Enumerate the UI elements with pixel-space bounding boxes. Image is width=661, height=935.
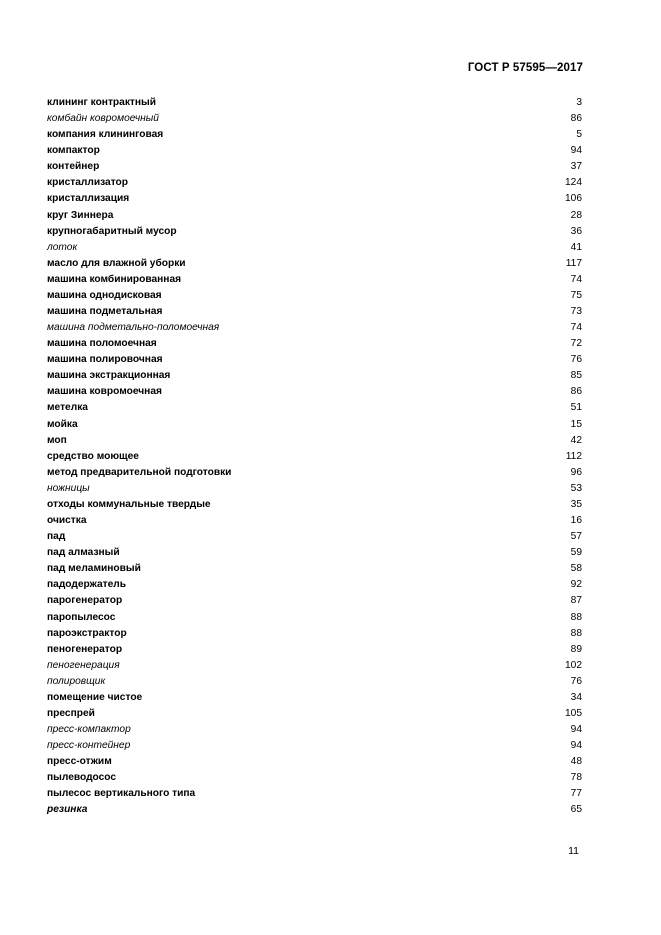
index-page-ref: 87 — [570, 595, 582, 607]
index-term: пресс-компактор — [47, 724, 131, 736]
index-entry — [47, 208, 582, 224]
index-entry — [47, 272, 582, 288]
index-page-ref: 15 — [570, 418, 582, 430]
index-page-ref: 78 — [570, 772, 582, 784]
index-term: крупногабаритный мусор — [47, 225, 177, 237]
index-term: контейнер — [47, 161, 100, 173]
index-entry — [47, 304, 582, 320]
index-term: пеногенерация — [47, 659, 120, 671]
index-entry — [47, 256, 582, 272]
index-page-ref: 85 — [570, 370, 582, 382]
index-page-ref: 86 — [570, 386, 582, 398]
index-entry — [47, 738, 582, 754]
index-term: метелка — [47, 402, 88, 414]
alphabetical-index — [47, 95, 582, 819]
index-term: мойка — [47, 418, 78, 430]
index-term: пылеводосос — [47, 772, 117, 784]
index-entry — [47, 770, 582, 786]
index-entry — [47, 240, 582, 256]
index-page-ref: 3 — [576, 97, 582, 108]
index-entry — [47, 706, 582, 722]
index-term: клининг контрактный — [47, 97, 157, 108]
index-page-ref: 117 — [565, 257, 582, 269]
index-entry — [47, 336, 582, 352]
index-entry — [47, 143, 582, 159]
index-entry — [47, 610, 582, 626]
index-term: очистка — [47, 515, 87, 527]
index-page-ref: 36 — [570, 225, 582, 237]
index-page-ref: 51 — [570, 402, 582, 414]
index-entry — [47, 626, 582, 642]
index-page-ref: 94 — [570, 724, 582, 736]
index-term: резинка — [47, 804, 88, 816]
index-term: паропылесос — [47, 611, 116, 623]
index-term: машина ковромоечная — [47, 386, 162, 398]
index-entry — [47, 497, 582, 513]
index-term: преспрей — [47, 707, 95, 719]
index-entry — [47, 191, 582, 207]
index-term: машина комбинированная — [47, 273, 182, 285]
index-page-ref: 16 — [570, 515, 582, 527]
index-term: машина подметально-поломоечная — [47, 322, 220, 334]
index-term: пад алмазный — [47, 547, 120, 559]
index-page-ref: 76 — [570, 675, 582, 687]
index-term: ножницы — [47, 482, 90, 494]
index-entry — [47, 561, 582, 577]
index-term: круг Зиннера — [47, 209, 114, 221]
index-page-ref: 86 — [570, 113, 582, 125]
index-page-ref: 28 — [570, 209, 582, 221]
index-page-ref: 74 — [570, 273, 582, 285]
index-term: комбайн ковромоечный — [47, 113, 159, 125]
index-page-ref: 74 — [570, 322, 582, 334]
index-page-ref: 57 — [570, 531, 582, 543]
index-page-ref: 35 — [570, 498, 582, 510]
index-entry — [47, 288, 582, 304]
index-page-ref: 92 — [570, 579, 582, 591]
index-term: кристаллизация — [47, 193, 130, 205]
index-page-ref: 53 — [570, 482, 582, 494]
index-page-ref: 42 — [570, 434, 582, 446]
index-entry — [47, 159, 582, 175]
index-page-ref: 124 — [565, 177, 582, 189]
index-page-ref: 58 — [570, 563, 582, 575]
index-entry — [47, 593, 582, 609]
index-page-ref: 48 — [570, 756, 582, 768]
index-entry — [47, 352, 582, 368]
index-page-ref: 106 — [565, 193, 582, 205]
index-page-ref: 102 — [565, 659, 582, 671]
index-page-ref: 73 — [570, 306, 582, 318]
index-term: помещение чистое — [47, 691, 143, 703]
index-term: пад меламиновый — [47, 563, 141, 575]
index-entry — [47, 127, 582, 143]
index-page-ref: 112 — [565, 450, 582, 462]
index-entry — [47, 722, 582, 738]
index-entry — [47, 175, 582, 191]
index-page-ref: 88 — [570, 627, 582, 639]
index-entry — [47, 786, 582, 802]
index-term: метод предварительной подготовки — [47, 466, 232, 478]
index-term: машина однодисковая — [47, 289, 162, 301]
index-entry — [47, 449, 582, 465]
index-entry — [47, 513, 582, 529]
index-term: падодержатель — [47, 579, 126, 591]
index-page-ref: 34 — [570, 691, 582, 703]
index-entry — [47, 754, 582, 770]
index-term: компания клининговая — [47, 129, 164, 141]
index-term: масло для влажной уборки — [47, 257, 186, 269]
index-term: пресс-отжим — [47, 756, 112, 768]
index-entry — [47, 320, 582, 336]
index-term: компактор — [47, 145, 100, 157]
page-number: 11 — [568, 845, 579, 857]
index-entry — [47, 384, 582, 400]
index-term: полировщик — [47, 675, 106, 687]
index-page-ref: 75 — [570, 289, 582, 301]
index-entry — [47, 224, 582, 240]
index-entry — [47, 368, 582, 384]
document-header: ГОСТ Р 57595—2017 — [467, 62, 583, 74]
index-entry — [47, 545, 582, 561]
index-page-ref: 94 — [570, 740, 582, 752]
index-page-ref: 88 — [570, 611, 582, 623]
index-term: пеногенератор — [47, 643, 123, 655]
index-entry — [47, 674, 582, 690]
index-term: пылесос вертикального типа — [47, 788, 196, 800]
index-entry — [47, 577, 582, 593]
index-entry — [47, 529, 582, 545]
index-page-ref: 5 — [576, 129, 582, 141]
index-term: моп — [47, 434, 67, 446]
index-page-ref: 76 — [570, 354, 582, 366]
index-entry — [47, 95, 582, 111]
index-page-ref: 59 — [570, 547, 582, 559]
index-term: кристаллизатор — [47, 177, 129, 189]
index-entry — [47, 465, 582, 481]
index-entry — [47, 400, 582, 416]
index-entry — [47, 417, 582, 433]
index-term: пароэкстрактор — [47, 627, 127, 639]
index-term: лоток — [47, 241, 78, 253]
index-term: отходы коммунальные твердые — [47, 498, 211, 510]
index-term: машина полировочная — [47, 354, 163, 366]
index-entry — [47, 690, 582, 706]
index-entry — [47, 642, 582, 658]
index-term: пад — [47, 531, 66, 543]
index-page-ref: 96 — [570, 466, 582, 478]
index-entry — [47, 658, 582, 674]
index-entry — [47, 802, 582, 818]
index-entry — [47, 111, 582, 127]
index-page-ref: 77 — [570, 788, 582, 800]
index-term: машина поломоечная — [47, 338, 157, 350]
index-term: пресс-контейнер — [47, 740, 131, 752]
index-term: парогенератор — [47, 595, 123, 607]
index-entry — [47, 481, 582, 497]
index-page-ref: 72 — [570, 338, 582, 350]
index-term: машина подметальная — [47, 306, 163, 318]
index-page-ref: 105 — [565, 707, 582, 719]
index-page-ref: 65 — [570, 804, 582, 816]
index-page-ref: 41 — [570, 241, 582, 253]
index-page-ref: 94 — [570, 145, 582, 157]
index-entry — [47, 433, 582, 449]
index-page-ref: 37 — [570, 161, 582, 173]
index-page-ref: 89 — [570, 643, 582, 655]
index-term: средство моющее — [47, 450, 139, 462]
index-term: машина экстракционная — [47, 370, 171, 382]
